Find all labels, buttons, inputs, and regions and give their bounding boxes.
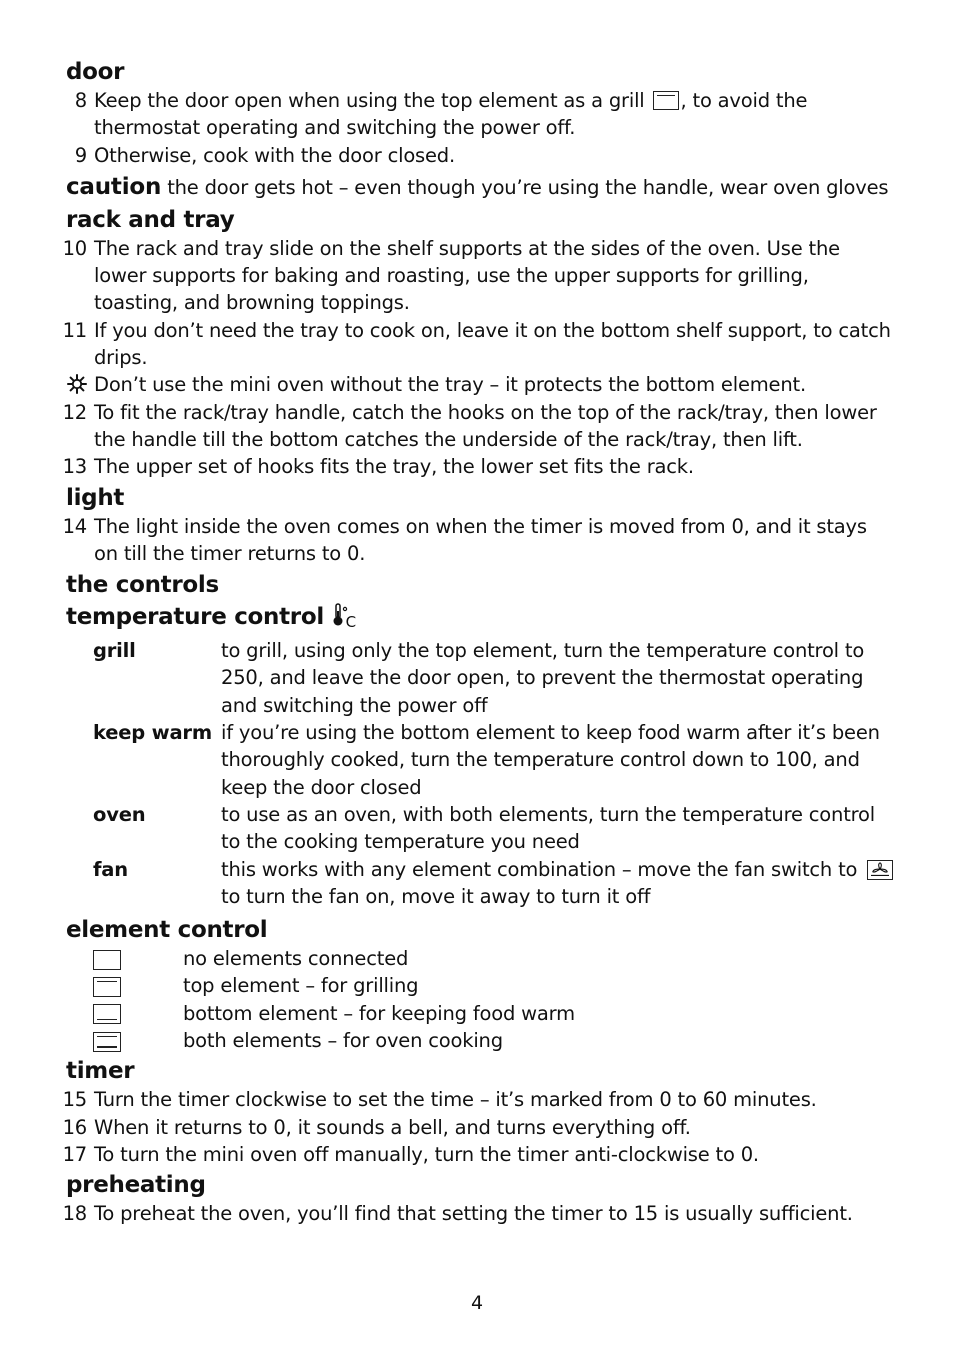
fan-icon (867, 860, 893, 880)
element-text: both elements – for oven cooking (183, 1029, 503, 1053)
item-number: 8 (74, 89, 87, 112)
element-text: top element – for grilling (183, 974, 419, 998)
item-number: 13 (62, 455, 87, 479)
list-item (66, 142, 896, 169)
item-text: To fit the rack/tray handle, catch the hooks on the top of the rack/tray, then lower the handle till the bottom catches the underside of the rack/tray, then lift. (94, 400, 877, 451)
caution-text: the door gets hot – even though you’re using the handle, wear oven gloves (167, 175, 889, 199)
caution-label: caution (66, 173, 162, 200)
list-item (62, 399, 896, 454)
control-row (66, 801, 896, 856)
page-number: 4 (470, 1292, 484, 1314)
list-item (62, 1200, 896, 1227)
bottom-element-icon (93, 1004, 121, 1024)
list-item (66, 87, 896, 142)
top-element-icon (93, 977, 121, 997)
element-text: no elements connected (183, 947, 409, 971)
heading-door: door (66, 59, 125, 85)
item-text: To preheat the oven, you’ll find that setting the timer to 15 is usually sufficient. (94, 1202, 853, 1226)
item-text: Otherwise, cook with the door closed. (94, 143, 455, 167)
list-item (62, 1114, 896, 1141)
element-row (66, 945, 896, 972)
list-item (62, 453, 896, 480)
list-item (62, 513, 896, 568)
list-item (62, 1086, 896, 1113)
control-term: oven (93, 802, 146, 826)
control-row (66, 856, 896, 911)
element-text: bottom element – for keeping food warm (183, 1001, 575, 1025)
heading-the-controls: the controls (66, 572, 219, 599)
item-text: If you don’t need the tray to cook on, leave it on the bottom shelf support, to catch drips. (94, 318, 891, 370)
control-term: grill (93, 639, 136, 663)
item-number: 10 (62, 236, 87, 260)
element-row (66, 972, 896, 999)
celsius-letter: C (345, 613, 356, 632)
element-row (66, 1027, 896, 1054)
control-row (66, 637, 896, 719)
control-definition: to grill, using only the top element, turn the temperature control to 250, and leave the door open, to prevent the thermostat operating and switching the power off (221, 639, 865, 717)
control-row (66, 719, 896, 801)
item-text: The upper set of hooks fits the tray, the lower set fits the rack. (94, 455, 694, 479)
list-item (62, 1141, 896, 1168)
item-number: 9 (74, 143, 87, 167)
item-text: The rack and tray slide on the shelf supports at the sides of the oven. Use the lower supports for baking and roasting, use the upper supports for grilling, toasting, and browning toppings. (94, 236, 840, 315)
list-item (62, 235, 896, 317)
heading-timer: timer (66, 1058, 135, 1085)
control-definition: if you’re using the bottom element to keep food warm after it’s been thoroughly cooked, turn the temperature control down to 100, and keep the door closed (221, 721, 880, 799)
no-element-icon (93, 950, 121, 970)
item-number: 11 (62, 318, 87, 342)
control-definition: to turn the fan on, move it away to turn it off (221, 884, 651, 908)
heading-preheating: preheating (66, 1172, 206, 1199)
item-number: 14 (62, 514, 87, 538)
both-elements-icon (93, 1032, 121, 1052)
item-number: 18 (62, 1202, 87, 1226)
item-text: To turn the mini oven off manually, turn the timer anti-clockwise to 0. (94, 1142, 759, 1166)
heading-temperature-control: temperature control C (66, 604, 356, 632)
control-term: fan (93, 857, 128, 881)
top-element-icon (653, 91, 679, 110)
item-text: , to avoid the thermostat operating and switching the power off. (94, 89, 808, 140)
item-number: 15 (62, 1088, 87, 1112)
heading-element-control: element control (66, 917, 268, 944)
item-number: 16 (62, 1115, 87, 1139)
content (62, 58, 896, 1228)
warning-star-icon (67, 374, 87, 394)
item-text: Turn the timer clockwise to set the time – it’s marked from 0 to 60 minutes. (94, 1088, 817, 1112)
item-number: 17 (62, 1142, 87, 1166)
element-row (66, 1000, 896, 1027)
caution-note (66, 172, 896, 203)
item-number: 12 (62, 400, 87, 424)
item-text: Keep the door open when using the top element as a grill (94, 89, 651, 112)
control-definition: to use as an oven, with both elements, turn the temperature control to the cooking temperature you need (221, 802, 875, 854)
control-definition: this works with any element combination – move the fan switch to (221, 857, 864, 881)
list-item (62, 317, 896, 372)
control-term: keep warm (93, 721, 212, 745)
list-item (66, 371, 896, 398)
item-text: Don’t use the mini oven without the tray – it protects the bottom element. (94, 373, 806, 397)
item-text: When it returns to 0, it sounds a bell, and turns everything off. (94, 1115, 691, 1139)
heading-rack-and-tray: rack and tray (66, 206, 235, 233)
item-text: The light inside the oven comes on when the timer is moved from 0, and it stays on till the timer returns to 0. (94, 514, 867, 565)
heading-light: light (66, 484, 125, 511)
